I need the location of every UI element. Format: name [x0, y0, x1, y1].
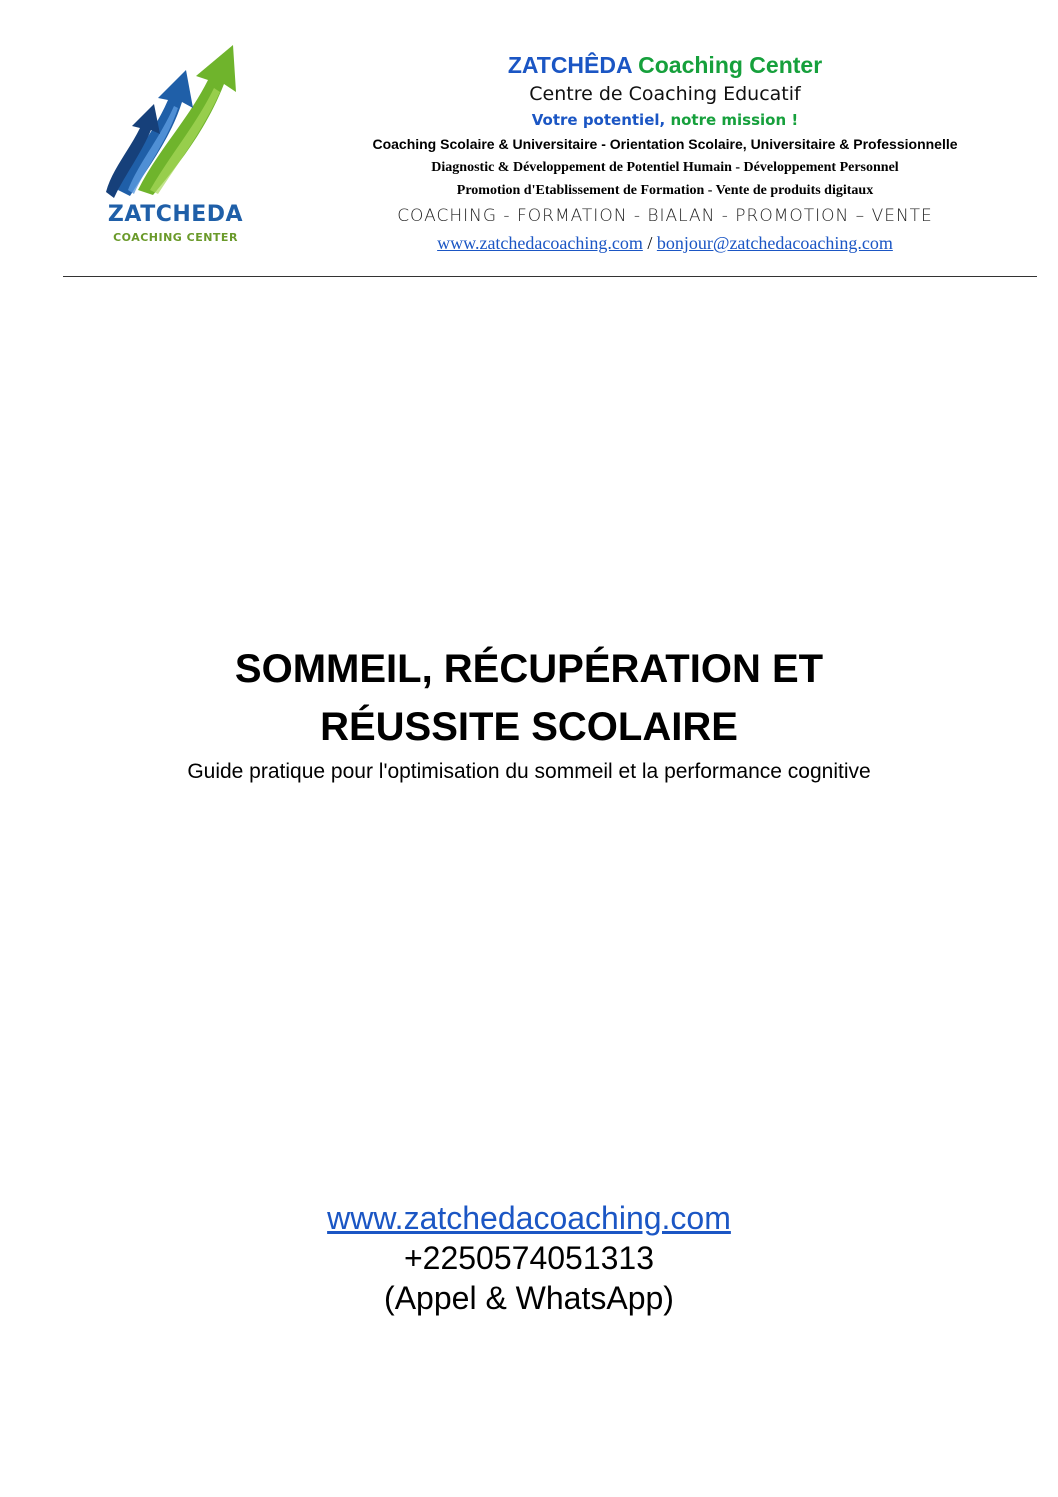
- footer-phone-note: (Appel & WhatsApp): [384, 1280, 674, 1316]
- motto-part2: notre mission !: [670, 111, 799, 129]
- header-website-link[interactable]: www.zatchedacoaching.com: [437, 233, 643, 253]
- company-title-suffix: Coaching Center: [638, 52, 823, 78]
- link-separator: /: [642, 233, 657, 253]
- header-email-link[interactable]: bonjour@zatchedacoaching.com: [656, 233, 893, 253]
- document-title-line-1: SOMMEIL, RÉCUPÉRATION ET: [234, 647, 824, 691]
- footer-website-link[interactable]: www.zatchedacoaching.com: [327, 1200, 731, 1236]
- logo-name: ZATCHEDA: [107, 202, 244, 227]
- document-title-line-2: RÉUSSITE SCOLAIRE: [320, 705, 738, 749]
- header-divider: [63, 276, 1037, 277]
- services-line-2: Diagnostic & Développement de Potentiel Humain - Développement Personnel: [431, 160, 899, 175]
- logo-subtitle: COACHING CENTER: [113, 231, 238, 244]
- document-subtitle: Guide pratique pour l'optimisation du sommeil et la performance cognitive: [187, 760, 871, 783]
- services-line-3: Promotion d'Etablissement de Formation - Vente de produits digitaux: [456, 183, 874, 198]
- center-name: Centre de Coaching Educatif: [529, 83, 801, 105]
- company-title: [300, 50, 1030, 80]
- rising-arrows-icon: [98, 40, 258, 200]
- motto: [300, 108, 1030, 132]
- footer-phone: +2250574051313: [403, 1240, 655, 1276]
- letterhead: [300, 50, 1030, 256]
- services-caps: COACHING - FORMATION - BIALAN - PROMOTION – VENTE: [397, 206, 933, 226]
- footer-contact: [60, 1198, 998, 1318]
- contact-links: [300, 230, 1030, 256]
- document-title: [60, 640, 998, 756]
- motto-part1: Votre potentiel,: [531, 111, 666, 129]
- company-title-name: ZATCHÊDA: [507, 52, 632, 78]
- company-logo: [88, 40, 263, 250]
- services-line-1: Coaching Scolaire & Universitaire - Orientation Scolaire, Universitaire & Professionnelle: [372, 136, 958, 152]
